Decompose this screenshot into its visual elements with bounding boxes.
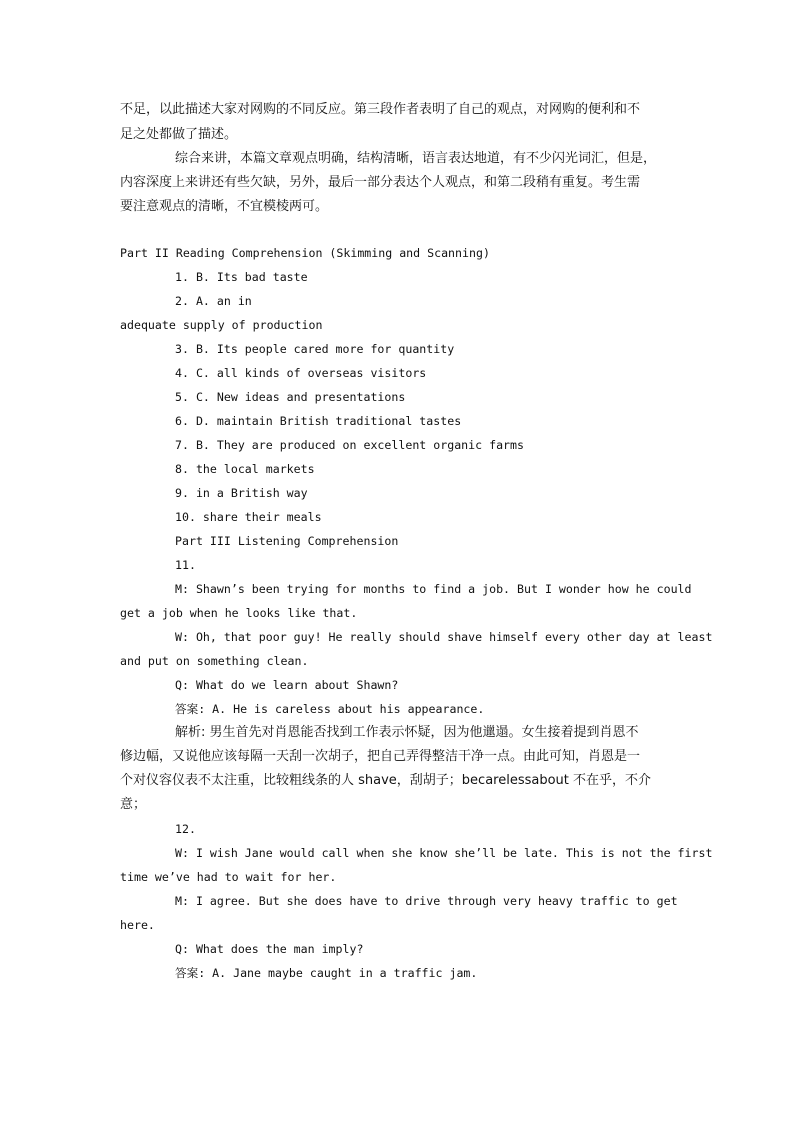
commentary-line-2: 足之处都做了描述。 bbox=[120, 127, 238, 142]
answer-line: 3. B. Its people cared more for quantity bbox=[175, 342, 455, 356]
q12-answer: 答案: A. Jane maybe caught in a traffic jam. bbox=[175, 966, 478, 980]
q11-explanation-2: 修边幅，又说他应该每隔一天刮一次胡子，把自己弄得整洁干净一点。由此可知，肖恩是一 bbox=[120, 749, 641, 764]
answer-line: 4. C. all kinds of overseas visitors bbox=[175, 366, 427, 380]
q12-woman-line-2: time we’ve had to wait for her. bbox=[120, 870, 337, 884]
q11-woman-line-2: and put on something clean. bbox=[120, 654, 309, 668]
q12-number: 12. bbox=[175, 822, 196, 836]
answer-line: 9. in a British way bbox=[175, 486, 308, 500]
part2-heading: Part II Reading Comprehension (Skimming and Scanning) bbox=[120, 246, 490, 260]
commentary-line-3: 综合来讲，本篇文章观点明确，结构清晰，语言表达地道，有不少闪光词汇，但是， bbox=[175, 151, 657, 166]
q12-man-line-1: M: I agree. But she does have to drive through very heavy traffic to get bbox=[175, 894, 678, 908]
answer-line: 5. C. New ideas and presentations bbox=[175, 390, 406, 404]
q11-woman-line-1: W: Oh, that poor guy! He really should shave himself every other day at least bbox=[175, 630, 713, 644]
q11-explanation-3: 个对仪容仪表不太注重，比较粗线条的人 shave，刮胡子；becarelessabout 不在乎，不介 bbox=[120, 773, 652, 788]
answer-line: 1. B. Its bad taste bbox=[175, 270, 308, 284]
q11-question: Q: What do we learn about Shawn? bbox=[175, 678, 399, 692]
answer-line: adequate supply of production bbox=[120, 318, 323, 332]
commentary-line-5: 要注意观点的清晰，不宜模棱两可。 bbox=[120, 199, 329, 214]
q11-number: 11. bbox=[175, 558, 196, 572]
part3-heading: Part III Listening Comprehension bbox=[175, 534, 399, 548]
answer-line: 2. A. an in bbox=[175, 294, 252, 308]
q12-woman-line-1: W: I wish Jane would call when she know she’ll be late. This is not the first bbox=[175, 846, 713, 860]
q11-explanation-4: 意； bbox=[120, 797, 147, 812]
q12-man-line-2: here. bbox=[120, 918, 155, 932]
answer-line: 8. the local markets bbox=[175, 462, 315, 476]
answer-line: 7. B. They are produced on excellent organic farms bbox=[175, 438, 525, 452]
q11-man-line-2: get a job when he looks like that. bbox=[120, 606, 358, 620]
answer-line: 6. D. maintain British traditional tastes bbox=[175, 414, 462, 428]
commentary-line-4: 内容深度上来讲还有些欠缺，另外，最后一部分表达个人观点，和第二段稍有重复。考生需 bbox=[120, 175, 641, 190]
q11-answer: 答案: A. He is careless about his appearance. bbox=[175, 702, 485, 716]
answer-line: 10. share their meals bbox=[175, 510, 322, 524]
q11-explanation-1: 解析: 男生首先对肖恩能否找到工作表示怀疑，因为他邋遢。女生接着提到肖恩不 bbox=[175, 725, 639, 740]
q12-question: Q: What does the man imply? bbox=[175, 942, 364, 956]
commentary-line-1: 不足，以此描述大家对网购的不同反应。第三段作者表明了自己的观点，对网购的便利和不 bbox=[120, 102, 641, 117]
q11-man-line-1: M: Shawn’s been trying for months to find a job. But I wonder how he could bbox=[175, 582, 692, 596]
